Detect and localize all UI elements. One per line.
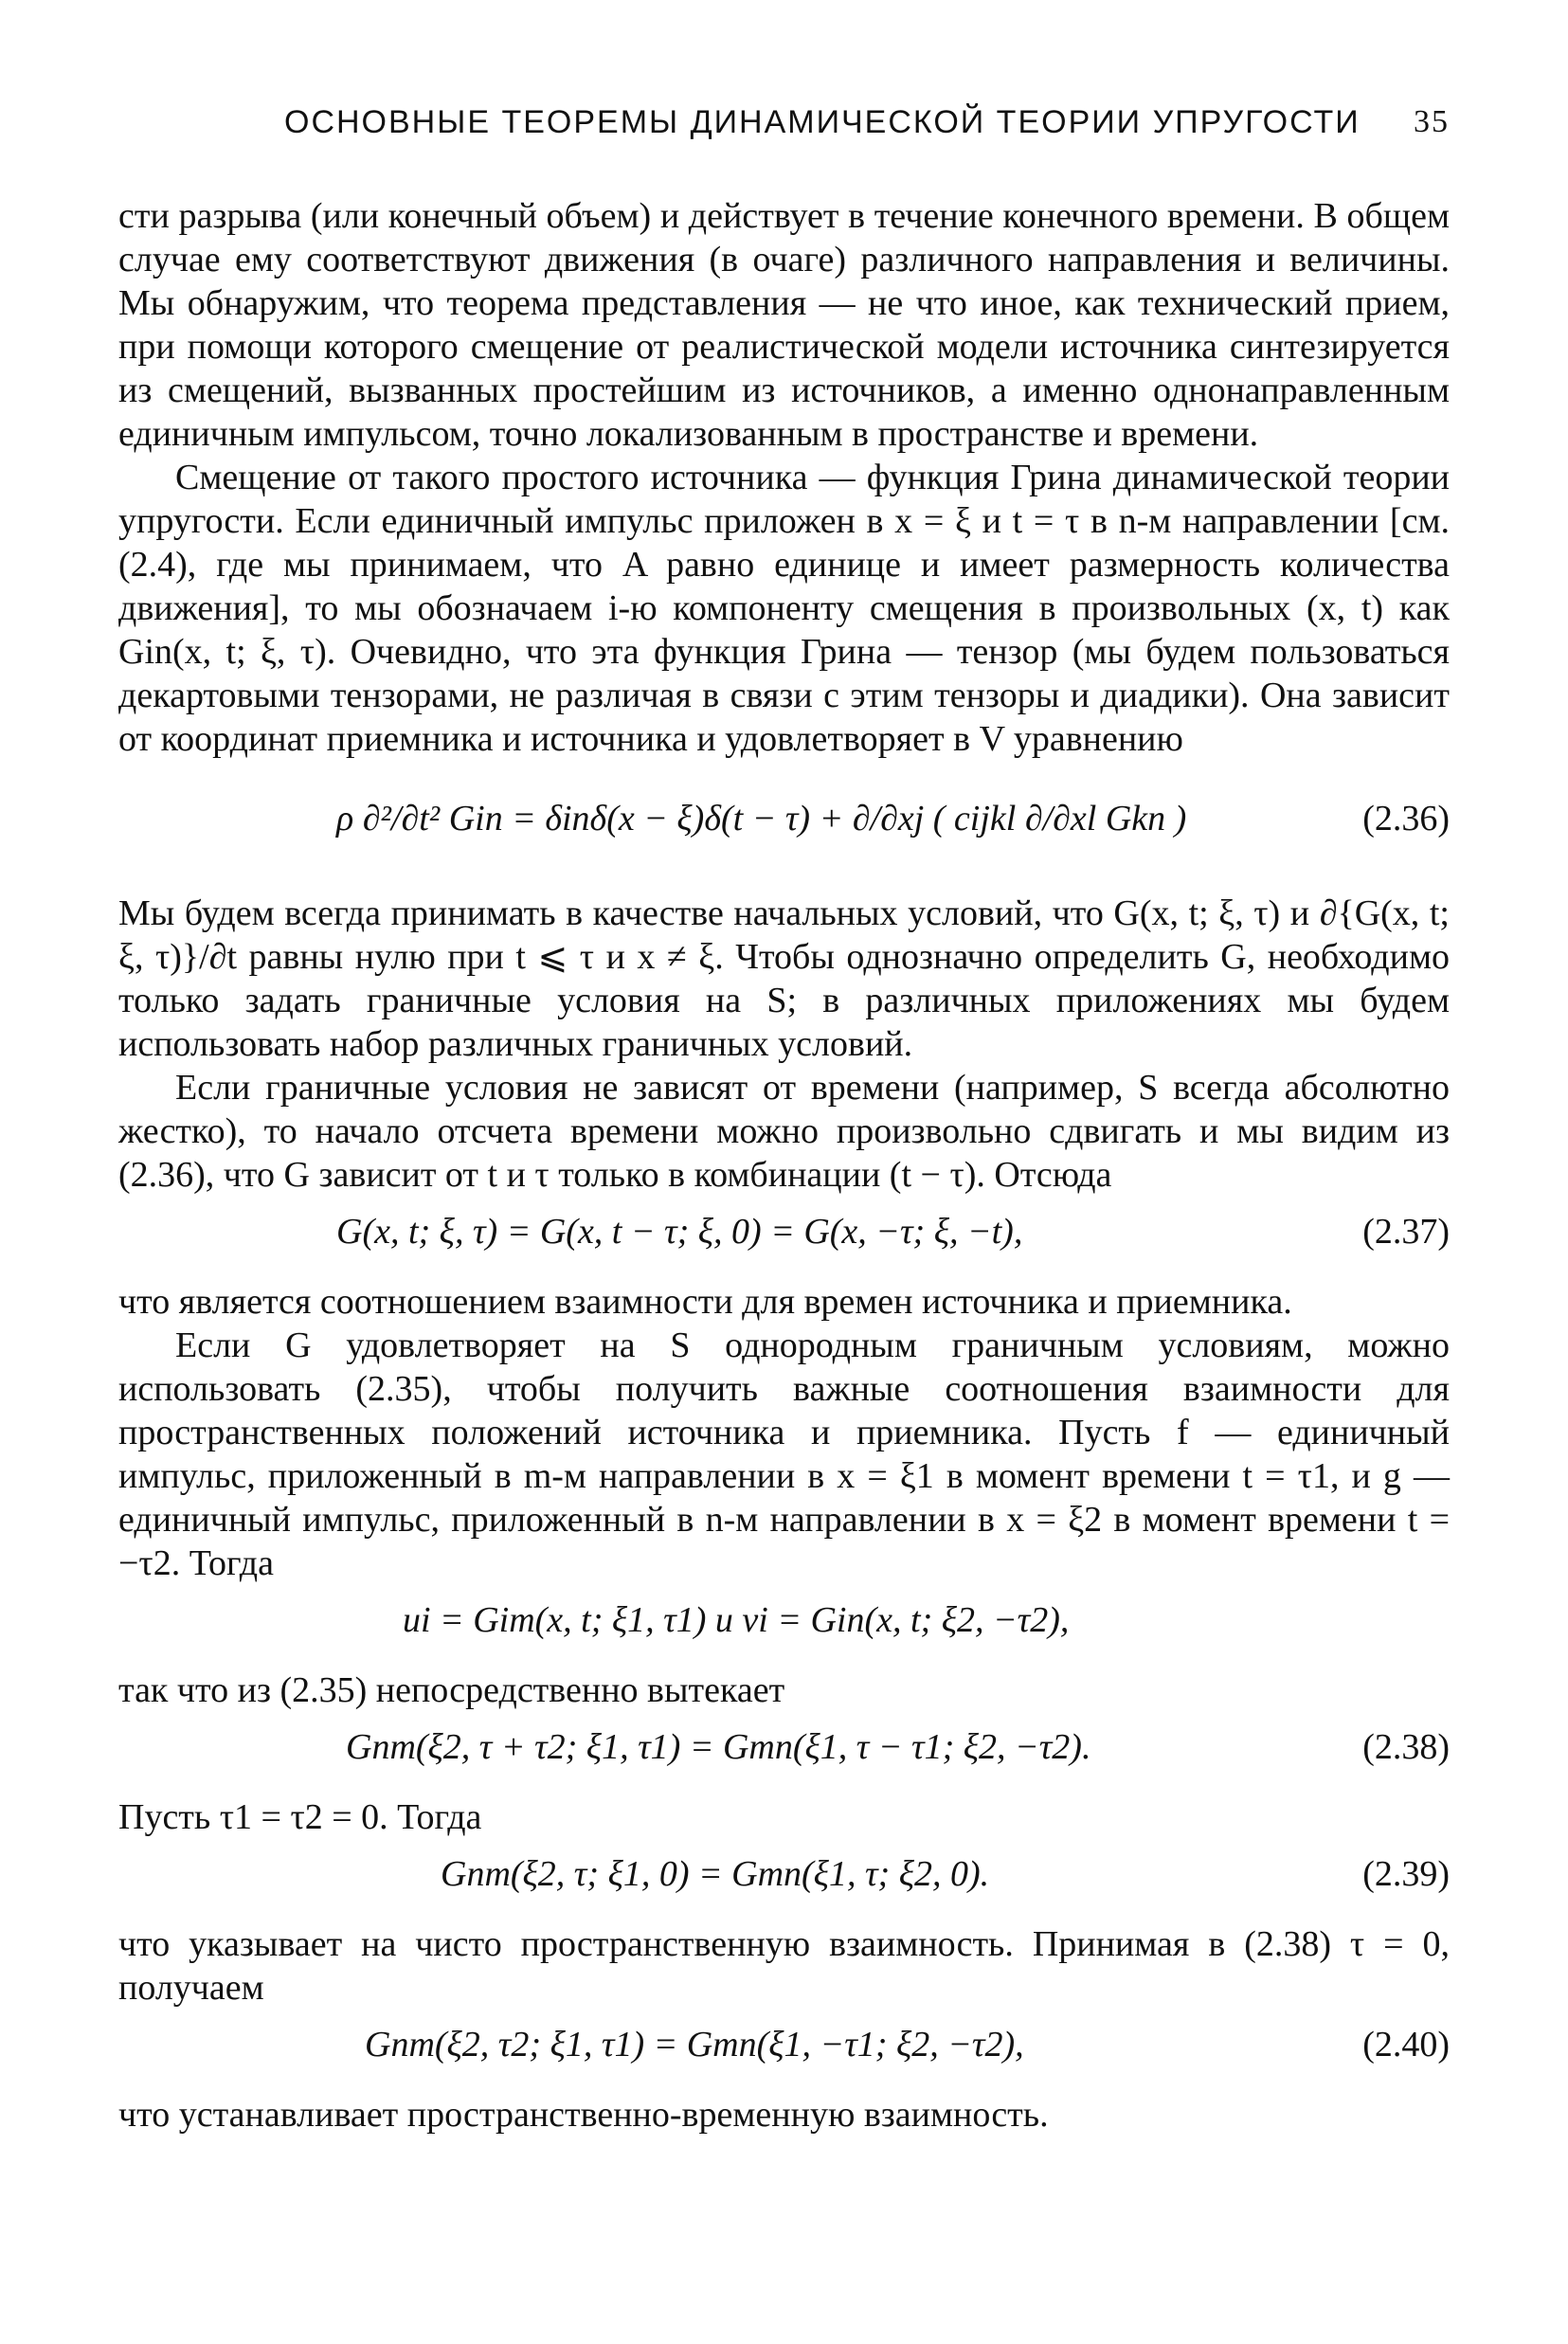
equation-2-37 — [118, 1210, 1450, 1267]
paragraph-9: что указывает на чисто пространственную взаимность. Принимая в (2.38) τ = 0, получаем — [118, 1924, 1450, 2008]
equation-u-v — [118, 1598, 1450, 1655]
equation-2-36-number: (2.36) — [1362, 799, 1450, 838]
equation-2-39-number: (2.39) — [1362, 1854, 1450, 1894]
page-number: 35 — [1414, 104, 1450, 139]
paragraph-10: что устанавливает пространственно-временную взаимность. — [118, 2095, 1049, 2135]
equation-2-36 — [118, 774, 1450, 878]
equation-2-40-formula: Gnm(ξ2, τ2; ξ1, τ1) = Gmn(ξ1, −τ1; ξ2, −τ2), — [365, 2025, 1024, 2065]
header-title: ОСНОВНЫЕ ТЕОРЕМЫ ДИНАМИЧЕСКОЙ ТЕОРИИ УПРУГОСТИ — [284, 104, 1361, 140]
paragraph-2: Смещение от такого простого источника — функция Грина динамической теории упругости. Если единичный импульс приложен в x = ξ и t = τ в n-м направлении [см. (2.4), где мы принимаем, что A равно единице и имеет размерность количества движения], то мы обозначаем i-ю компоненту смещения в произвольных (x, t) как Gin(x, t; ξ, τ). Очевидно, что эта функция Грина — тензор (мы будем пользоваться декартовыми тензорами, не различая в связи с этим тензоры и диадики). Она зависит от координат приемника и источника и удовлетворяет в V уравнению — [118, 458, 1450, 759]
equation-2-37-formula: G(x, t; ξ, τ) = G(x, t − τ; ξ, 0) = G(x, −τ; ξ, −t), — [336, 1212, 1023, 1252]
paragraph-5: что является соотношением взаимности для времен источника и приемника. — [118, 1282, 1292, 1322]
text-body — [118, 194, 1450, 2137]
equation-2-40-number: (2.40) — [1362, 2025, 1450, 2065]
paragraph-8: Пусть τ1 = τ2 = 0. Тогда — [118, 1797, 482, 1837]
equation-2-39-formula: Gnm(ξ2, τ; ξ1, 0) = Gmn(ξ1, τ; ξ2, 0). — [441, 1854, 990, 1894]
equation-2-38 — [118, 1725, 1450, 1782]
equation-2-38-number: (2.38) — [1362, 1727, 1450, 1767]
paragraph-4: Если граничные условия не зависят от времени (например, S всегда абсолютно жестко), то начало отсчета времени можно произвольно сдвигать и мы видим из (2.36), что G зависит от t и τ только в комбинации (t − τ). Отсюда — [118, 1068, 1450, 1195]
paragraph-7: так что из (2.35) непосредственно вытекает — [118, 1670, 785, 1710]
running-header — [284, 104, 1450, 141]
paragraph-1: сти разрыва (или конечный объем) и действует в течение конечного времени. В общем случае ему соответствуют движения (в очаге) различного направления и величины. Мы обнаружим, что теорема представления — не что иное, как технический прием, при помощи которого смещение от реалистической модели источника синтезируется из смещений, вызванных простейшим из источников, а именно однонаправленным единичным импульсом, точно локализованным в пространстве и времени. — [118, 196, 1450, 454]
paragraph-6: Если G удовлетворяет на S однородным граничным условиям, можно использовать (2.35), чтобы получить важные соотношения взаимности для пространственных положений источника и приемника. Пусть f — единичный импульс, приложенный в m-м направлении в x = ξ1 в момент времени t = τ1, и g — единичный импульс, приложенный в n-м направлении в x = ξ2 в момент времени t = −τ2. Тогда — [118, 1325, 1450, 1583]
equation-2-36-formula: ρ ∂²/∂t² Gin = δinδ(x − ξ)δ(t − τ) + ∂/∂xj ( cijkl ∂/∂xl Gkn ) — [336, 799, 1187, 838]
equation-2-40 — [118, 2023, 1450, 2080]
equation-2-38-formula: Gnm(ξ2, τ + τ2; ξ1, τ1) = Gmn(ξ1, τ − τ1; ξ2, −τ2). — [346, 1727, 1091, 1767]
equation-2-37-number: (2.37) — [1362, 1212, 1450, 1252]
equation-2-39 — [118, 1852, 1450, 1909]
paragraph-3: Мы будем всегда принимать в качестве начальных условий, что G(x, t; ξ, τ) и ∂{G(x, t; ξ, τ)}/∂t равны нулю при t ⩽ τ и x ≠ ξ. Чтобы однозначно определить G, необходимо только задать граничные условия на S; в различных приложениях мы будем использовать набор различных граничных условий. — [118, 893, 1450, 1064]
equation-u-v-formula: ui = Gim(x, t; ξ1, τ1) и vi = Gin(x, t; ξ2, −τ2), — [403, 1600, 1070, 1640]
